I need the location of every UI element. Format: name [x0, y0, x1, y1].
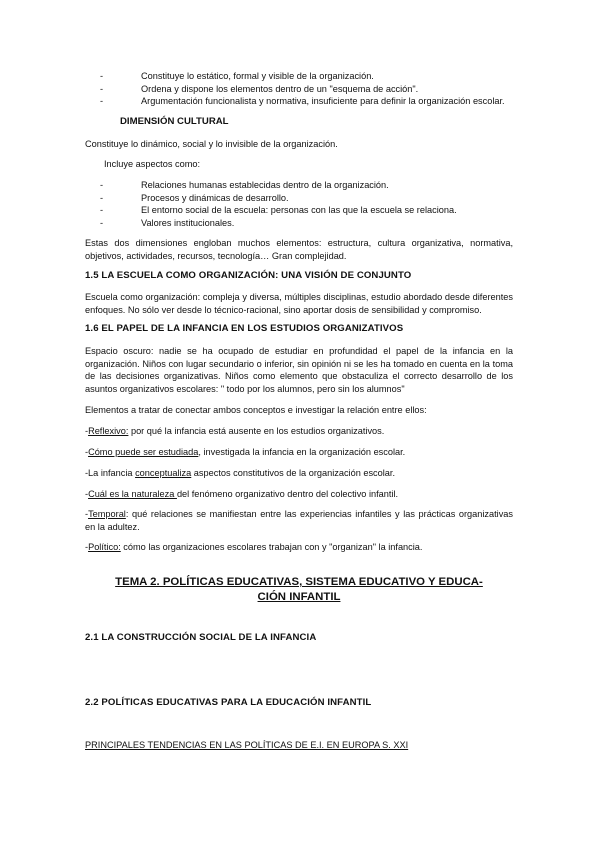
section-2-1-heading: 2.1 LA CONSTRUCCIÓN SOCIAL DE LA INFANCIA: [85, 632, 317, 643]
dash-bullet: -: [100, 192, 104, 203]
tema-2-title-line: CIÓN INFANTIL: [257, 591, 341, 603]
item-text: cómo las organizaciones escolares trabajan con y "organizan" la infancia.: [120, 542, 423, 552]
element-item-como-estudiada: [85, 446, 405, 459]
dash-bullet: -: [100, 217, 104, 228]
element-item-reflexivo: [85, 425, 384, 438]
element-item-naturaleza: [85, 488, 398, 501]
section-1-6-heading: 1.6 EL PAPEL DE LA INFANCIA EN LOS ESTUDIOS ORGANIZATIVOS: [85, 323, 404, 334]
trends-subheading: PRINCIPALES TENDENCIAS EN LAS POLÍTICAS DE E.I. EN EUROPA S. XXI: [85, 740, 409, 750]
item-text: del fenómeno organizativo dentro del colectivo infantil.: [176, 489, 399, 499]
item-prefix: -: [85, 542, 89, 552]
tema-2-title: [85, 575, 513, 605]
item-text: , investigada la infancia en la organización escolar.: [198, 447, 406, 457]
item-keyword: Reflexivo:: [88, 426, 129, 436]
item-text: por qué la infancia está ausente en los estudios organizativos.: [128, 426, 385, 436]
item-prefix: -: [85, 489, 89, 499]
element-item-politico: [85, 541, 422, 554]
list-item-text: Constituye lo estático, formal y visible de la organización.: [141, 71, 374, 81]
element-item-conceptualiza: [85, 467, 395, 480]
list-item-text: Argumentación funcionalista y normativa, insuficiente para definir la organización escolar.: [141, 96, 505, 106]
includes-label: Incluye aspectos como:: [104, 159, 201, 169]
dash-bullet: -: [100, 96, 104, 106]
list-item-text: Ordena y dispone los elementos dentro de un "esquema de acción".: [141, 83, 419, 94]
list-item-text: Relaciones humanas establecidas dentro de la organización.: [141, 180, 389, 190]
section-1-6-intro: Elementos a tratar de conectar ambos conceptos e investigar la relación entre ellos:: [85, 405, 427, 415]
list-item-text: Procesos y dinámicas de desarrollo.: [141, 192, 289, 203]
section-1-5-heading: 1.5 LA ESCUELA COMO ORGANIZACIÓN: UNA VISIÓN DE CONJUNTO: [85, 270, 412, 281]
dash-bullet: -: [100, 71, 104, 81]
section-1-6-body: Espacio oscuro: nadie se ha ocupado de estudiar en profundidad el papel de la infancia en la organización. Niños con lugar secundario o inferior, sin opinión ni se les ha tomado en cuenta en la toma de las decisiones organizativas. Niños como elemento que obstaculiza el correcto desarrollo de los asuntos organizativos escolares: " todo por los alumnos, pero sin los alumnos": [85, 346, 513, 394]
element-item-temporal: [85, 508, 513, 533]
item-text: : qué relaciones se manifiestan entre las experiencias infantiles y las prácticas organizativas en la adultez.: [85, 509, 513, 532]
dash-bullet: -: [100, 205, 104, 215]
dimension-cultural-intro: Constituye lo dinámico, social y lo invisible de la organización.: [85, 139, 338, 149]
tema-2-title-line: TEMA 2. POLÍTICAS EDUCATIVAS, SISTEMA EDUCATIVO Y EDUCA-: [115, 576, 483, 588]
dimension-cultural-heading: DIMENSIÓN CULTURAL: [120, 116, 229, 127]
item-prefix: -: [85, 426, 89, 436]
section-2-2-heading: 2.2 POLÍTICAS EDUCATIVAS PARA LA EDUCACIÓN INFANTIL: [85, 697, 372, 708]
item-prefix: -: [85, 447, 89, 457]
item-prefix: -: [85, 509, 89, 519]
dash-bullet: -: [100, 180, 104, 190]
item-keyword: Temporal: [88, 509, 126, 519]
list-item-text: El entorno social de la escuela: personas con las que la escuela se relaciona.: [141, 205, 457, 215]
item-prefix: -La infancia: [85, 468, 136, 478]
dash-bullet: -: [100, 83, 104, 94]
item-text: aspectos constitutivos de la organización escolar.: [191, 468, 396, 478]
list-item-text: Valores institucionales.: [141, 217, 235, 228]
item-keyword: Cómo puede ser estudiada: [88, 447, 199, 457]
section-1-5-body: Escuela como organización: compleja y diversa, múltiples disciplinas, estudio abordado desde diferentes enfoques. No sólo ver desde lo técnico-racional, sino aportar dosis de sensibilidad y compromiso.: [85, 292, 513, 315]
item-keyword: Cuál es la naturaleza: [88, 489, 177, 499]
item-keyword: conceptualiza: [135, 468, 192, 478]
dimensions-summary: Estas dos dimensiones engloban muchos elementos: estructura, cultura organizativa, normativa, objetivos, actividades, recursos, tecnología… Gran complejidad.: [85, 238, 513, 261]
item-keyword: Político:: [88, 542, 121, 552]
